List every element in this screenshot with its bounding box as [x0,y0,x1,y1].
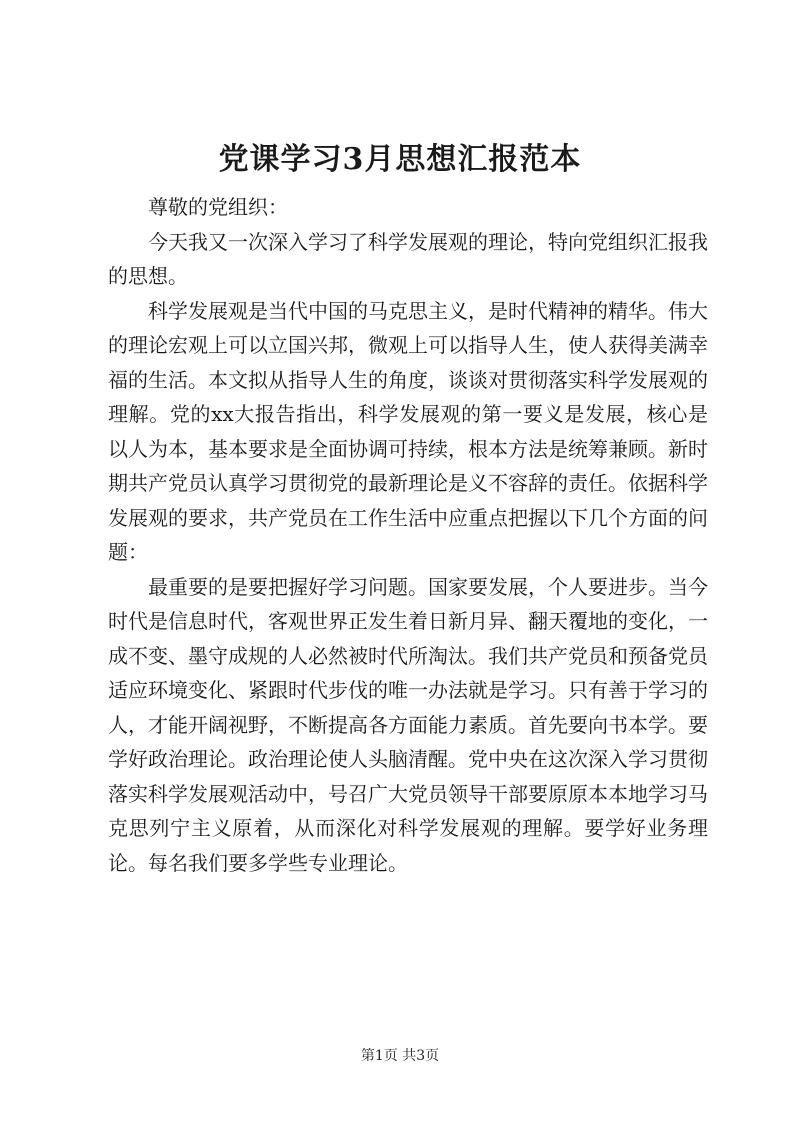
document-body [108,190,708,880]
paragraph-2: 科学发展观是当代中国的马克思主义，是时代精神的精华。伟大的理论宏观上可以立国兴邦，微观上可以指导人生，使人获得美满幸福的生活。本文拟从指导人生的角度，谈谈对贯彻落实科学发展观的理解。党的xx大报告指出，科学发展观的第一要义是发展，核心是以人为本，基本要求是全面协调可持续，根本方法是统筹兼顾。新时期共产党员认真学习贯彻党的最新理论是义不容辞的责任。依据科学发展观的要求，共产党员在工作生活中应重点把握以下几个方面的问题： [108,298,708,564]
document-title: 党课学习3月思想汇报范本 [218,142,582,177]
paragraph-1: 今天我又一次深入学习了科学发展观的理论，特向党组织汇报我的思想。 [108,229,708,288]
paragraph-3: 最重要的是要把握好学习问题。国家要发展，个人要进步。当今时代是信息时代，客观世界正发生着日新月异、翻天覆地的变化，一成不变、墨守成规的人必然被时代所淘汰。我们共产党员和预备党员适应环境变化、紧跟时代步伐的唯一办法就是学习。只有善于学习的人，才能开阔视野，不断提高各方面能力素质。首先要向书本学。要学好政治理论。政治理论使人头脑清醒。党中央在这次深入学习贯彻落实科学发展观活动中，号召广大党员领导干部要原原本本地学习马克思列宁主义原着，从而深化对科学发展观的理解。要学好业务理论。每名我们要多学些专业理论。 [108,574,708,875]
salutation: 尊敬的党组织： [148,195,288,219]
page-footer: 第1页 共3页 [360,1048,440,1064]
